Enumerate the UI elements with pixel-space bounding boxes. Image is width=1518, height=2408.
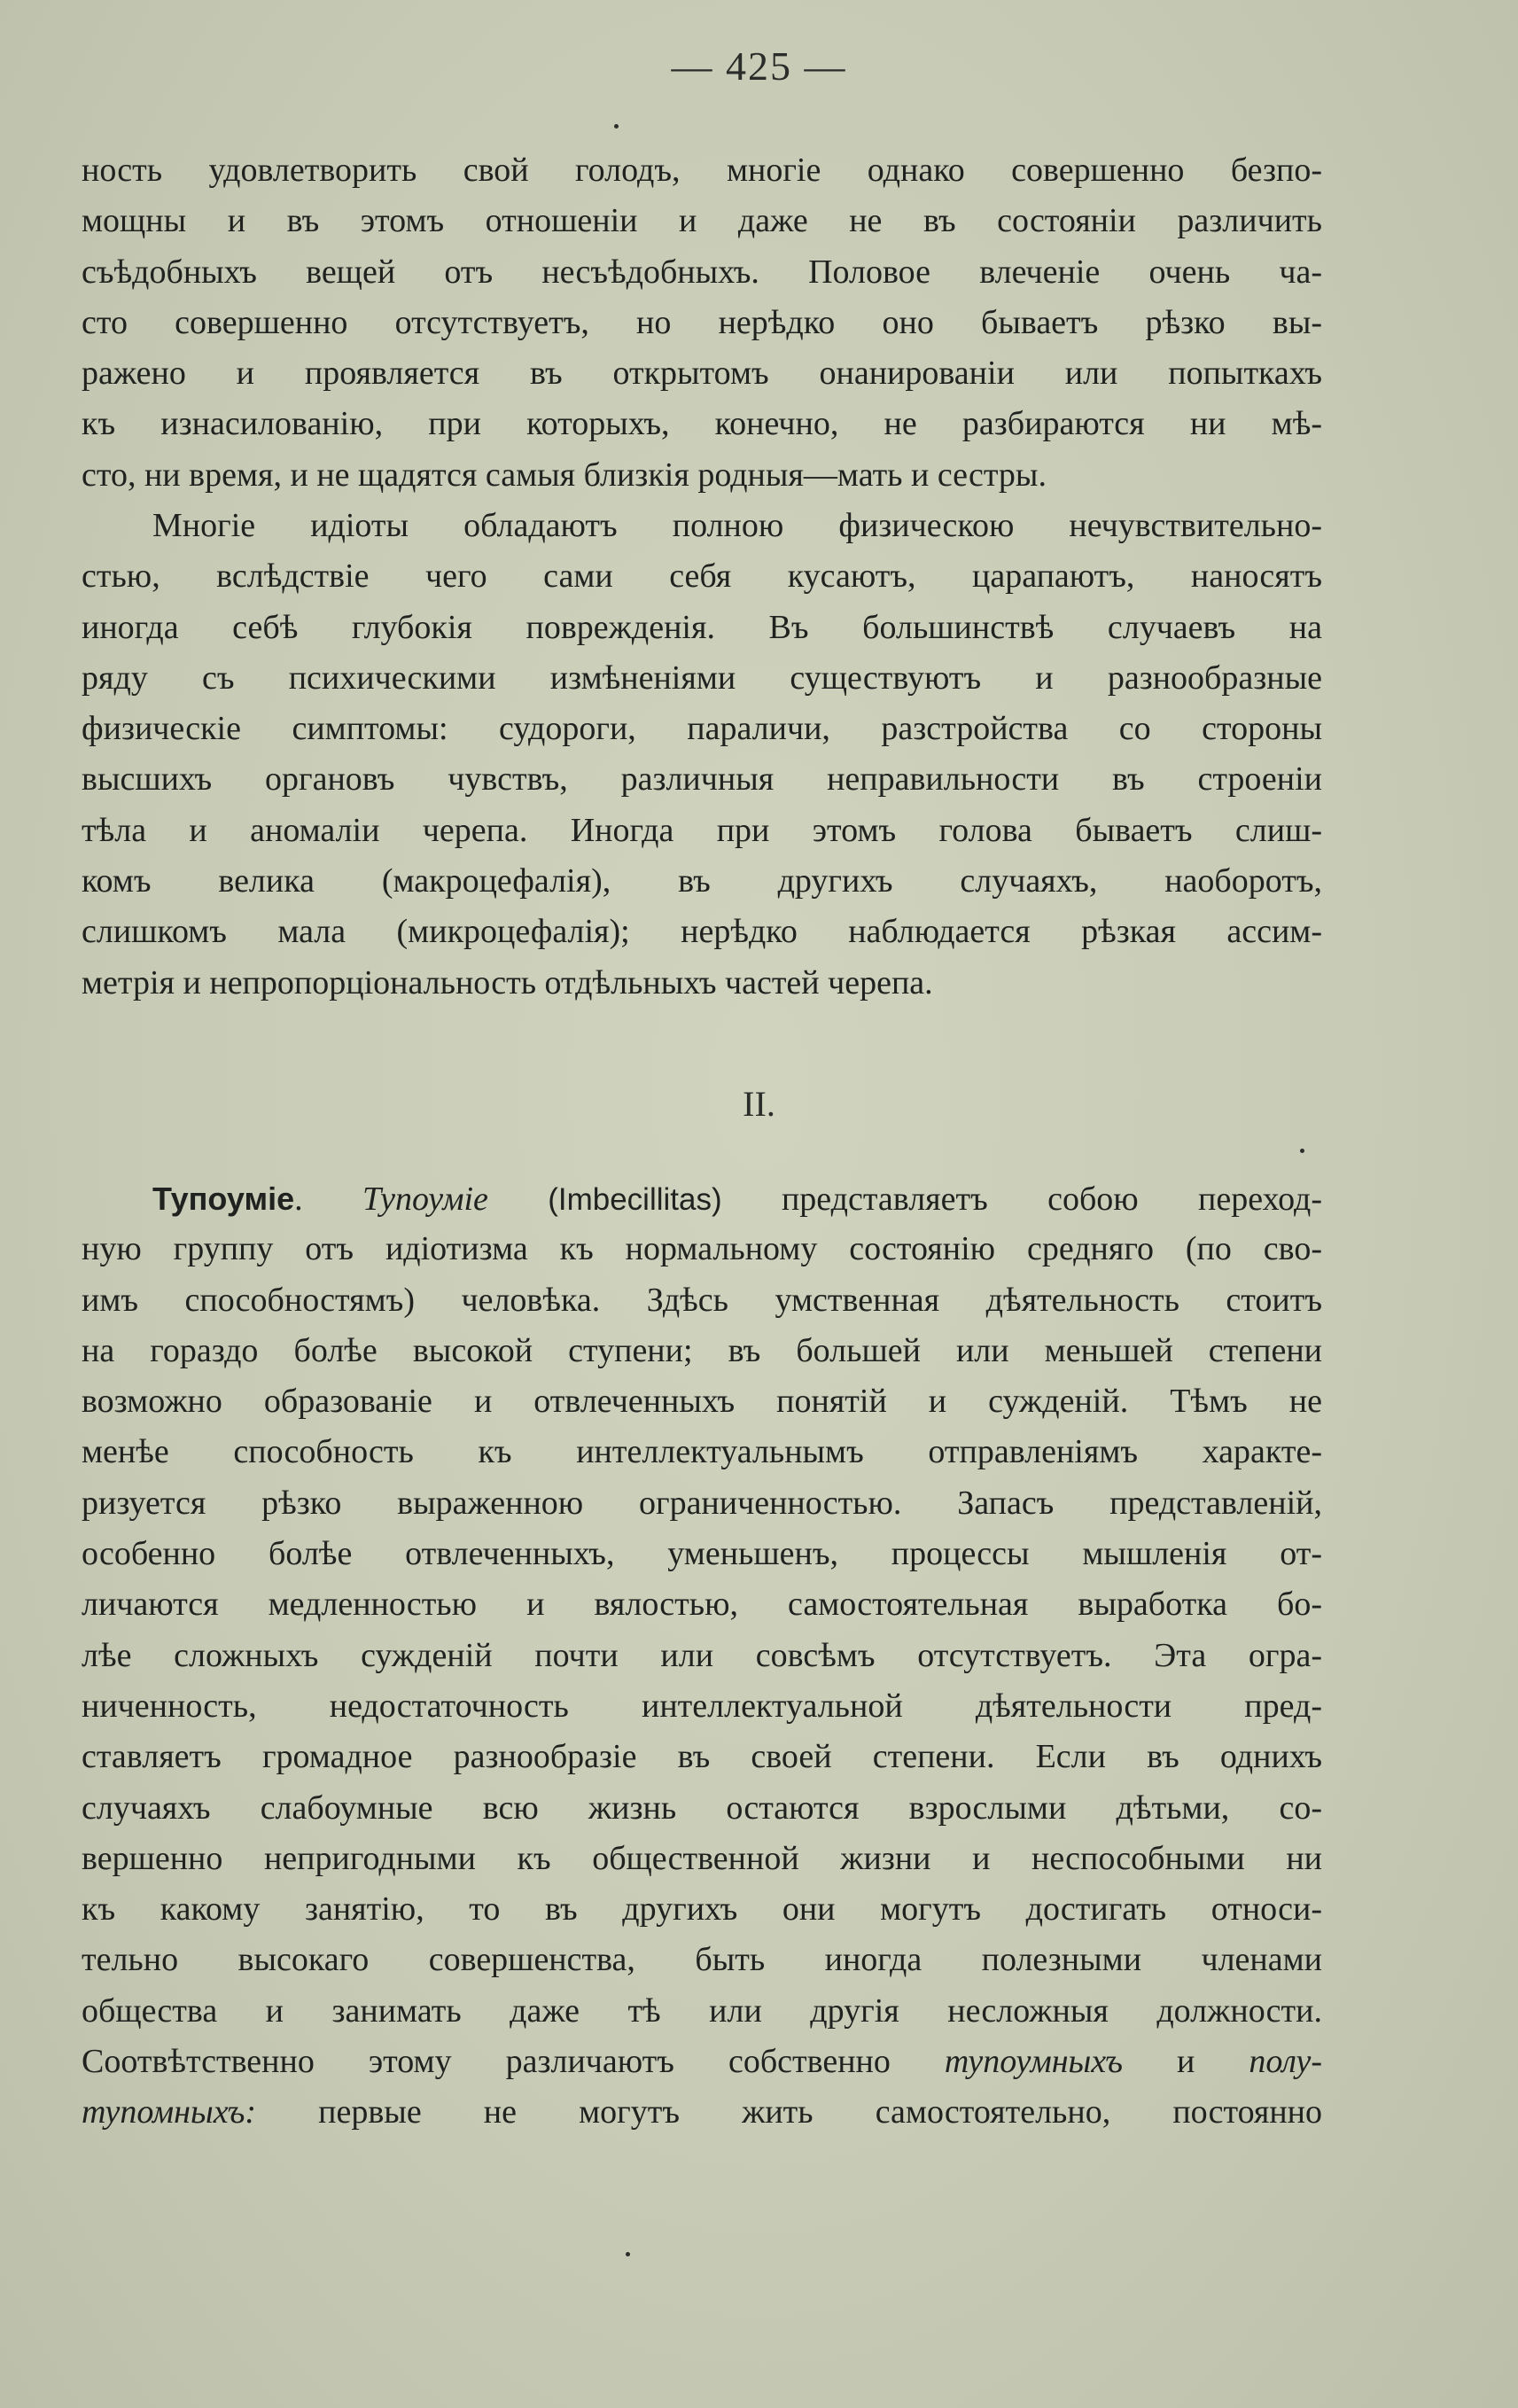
text-line: на гораздо болѣе высокой ступени; въ большей или меньшей степени [82,1331,1322,1369]
latin-term: (Imbecillitas) [548,1182,722,1217]
text-line: высшихъ органовъ чувствъ, различныя неправильности въ строеніи [82,760,1322,799]
text-line: метрія и непропорціональность отдѣльныхъ частей черепа. [82,963,933,1001]
page-number: — 425 — [671,43,847,89]
soot-mid: и [1122,2043,1249,2081]
text-line: ряду съ психическими измѣненіями существуютъ и разнообразные [82,658,1322,697]
section-heading: II. [743,1084,775,1124]
paragraph-continuation [82,145,1322,501]
soot-prefix: Соотвѣтственно этому различаютъ собственно [82,2043,945,2081]
term-separator: . [294,1181,362,1218]
text-line-first [82,1173,1322,1224]
text-line: ниченность, недостаточность интеллектуальной дѣятельности пред- [82,1687,1322,1725]
term-bold: Тупоуміе [152,1181,295,1217]
print-speck [614,124,619,129]
text-line: ную группу отъ идіотизма къ нормальному состоянію средняго (по сво- [82,1230,1322,1268]
text-line: къ какому занятію, то въ другихъ они могутъ достигать относи- [82,1890,1322,1929]
text-line: стью, вслѣдствіе чего сами себя кусаютъ, царапаютъ, наносятъ [82,557,1322,596]
term-italic: Тупоумiе [362,1181,488,1218]
text-line: ражено и проявляется въ открытомъ онанированіи или попыткахъ [82,355,1322,393]
first-line-rest: представляетъ собою переход- [721,1181,1323,1218]
text-line: менѣе способность къ интеллектуальнымъ отправленіямъ характе- [82,1433,1322,1471]
italic-polutupomnykh: тупомныхъ: [82,2093,257,2131]
text-line: сто совершенно отсутствуетъ, но нерѣдко оно бываетъ рѣзко вы- [82,303,1322,341]
text-line: лѣе сложныхъ сужденій почти или совсѣмъ отсутствуетъ. Эта огра- [82,1636,1322,1674]
last-line-rest: первые не могутъ жить самостоятельно, постоянно [256,2093,1322,2131]
text-line: общества и занимать даже тѣ или другія несложныя должности. [82,1991,1322,2030]
text-line: тельно высокаго совершенства, быть иногда полезными членами [82,1941,1322,1979]
text-line: тѣла и аномаліи черепа. Иногда при этомъ голова бываетъ слиш- [82,811,1322,849]
text-line: иногда себѣ глубокія поврежденія. Въ большинствѣ случаевъ на [82,608,1322,646]
text-line: къ изнасилованію, при которыхъ, конечно, не разбираются ни мѣ- [82,405,1322,443]
text-line: ность удовлетворить свой голодъ, многіе однако совершенно безпо- [82,152,1322,189]
text-line: случаяхъ слабоумные всю жизнь остаются взрослыми дѣтьми, со- [82,1788,1322,1827]
text-line: слишкомъ мала (микроцефалія); нерѣдко наблюдается рѣзкая ассим- [82,913,1322,951]
text-line: имъ способностямъ) человѣка. Здѣсь умственная дѣятельность стоитъ [82,1281,1322,1319]
text-line: особенно болѣе отвлеченныхъ, уменьшенъ, процессы мышленія от- [82,1535,1322,1573]
text-line: сто, ни время, и не щадятся самыя близкія родныя—мать и сестры. [82,456,1047,494]
paragraph-imbecility [82,1173,1322,2139]
print-speck [1300,1149,1304,1153]
text-line: ставляетъ громадное разнообразіе въ своей степени. Если въ однихъ [82,1738,1322,1776]
paragraph-physical-symptoms [82,501,1322,1009]
text-line: комъ велика (макроцефалія), въ другихъ случаяхъ, наоборотъ, [82,862,1322,900]
text-line: мощны и въ этомъ отношеніи и даже не въ состояніи различить [82,202,1322,240]
italic-polu: полу- [1249,2043,1322,2081]
text-line: физическіе симптомы: судороги, параличи, разстройства со стороны [82,710,1322,748]
text-line-soot [82,2037,1322,2087]
print-speck [626,2252,630,2256]
text-line: съѣдобныхъ вещей отъ несъѣдобныхъ. Половое влеченіе очень ча- [82,253,1322,291]
text-line: Многіе идіоты обладаютъ полною физическою нечувствительно- [152,507,1322,544]
text-line: личаются медленностью и вялостью, самостоятельная выработка бо- [82,1586,1322,1624]
text-line: вершенно непригодными къ общественной жизни и неспособными ни [82,1839,1322,1877]
text-line-last [82,2087,1322,2138]
text-line: возможно образованіе и отвлеченныхъ понятій и сужденій. Тѣмъ не [82,1383,1322,1421]
italic-tupoumnykh: тупоумныхъ [944,2043,1123,2081]
text-line: ризуется рѣзко выраженною ограниченностью. Запасъ представленій, [82,1484,1322,1522]
